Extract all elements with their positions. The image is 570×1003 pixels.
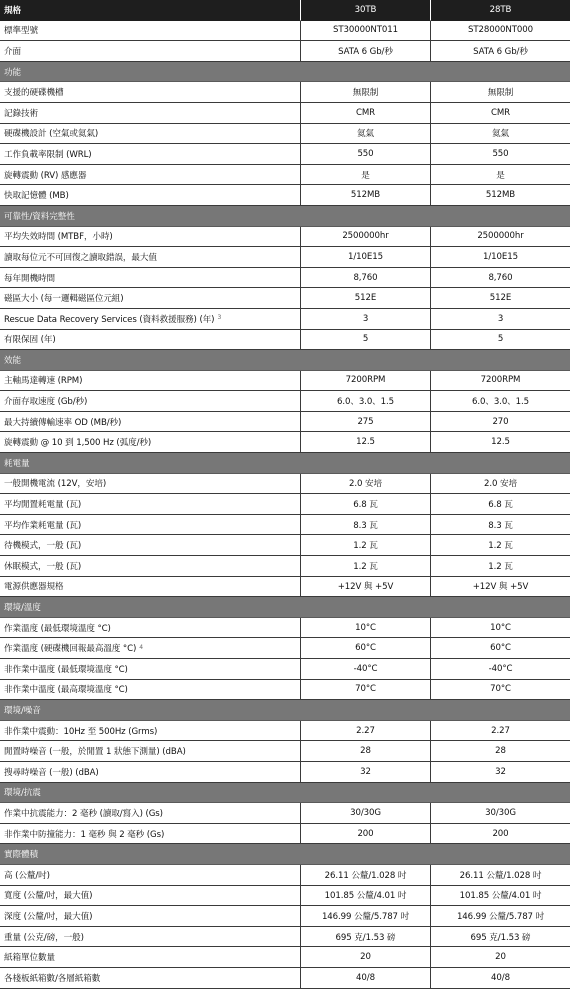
- cell-text: 工作負載率限制 (WRL): [4, 149, 92, 160]
- cell-text: 磁區大小 (每一邏輯磁區位元組): [4, 294, 124, 305]
- cell-text: 非作業中防撞能力：1 毫秒 與 2 毫秒 (Gs): [4, 829, 165, 840]
- spec-label: [0, 556, 301, 577]
- value-30tb: [301, 82, 431, 103]
- table-row: [0, 680, 570, 701]
- cell-text: SATA 6 Gb/秒: [473, 46, 528, 57]
- cell-text: 1.2 瓦: [353, 561, 378, 572]
- value-30tb: [301, 886, 431, 907]
- cell-text: 有限保固 (年): [4, 335, 56, 346]
- value-28tb: [431, 968, 570, 989]
- cell-text: -40°C: [353, 663, 378, 674]
- table-header: [0, 0, 570, 21]
- value-30tb: [301, 185, 431, 206]
- section-header: [0, 453, 570, 474]
- value-28tb: [431, 474, 570, 495]
- cell-text: 40/8: [491, 972, 510, 983]
- value-28tb: [431, 927, 570, 948]
- value-28tb: [431, 556, 570, 577]
- spec-label: [0, 577, 301, 598]
- value-28tb: [431, 803, 570, 824]
- cell-text: 146.99 公釐/5.787 吋: [456, 911, 545, 922]
- cell-text: 101.85 公釐/4.01 吋: [459, 891, 542, 902]
- cell-text: 2.27: [356, 725, 375, 736]
- value-28tb: [431, 865, 570, 886]
- cell-text: 32: [360, 766, 371, 777]
- cell-text: 最大持續傳輸速率 OD (MB/秒): [4, 417, 122, 428]
- value-28tb: [431, 515, 570, 536]
- cell-text: 3: [497, 313, 504, 324]
- cell-text: 重量 (公克/磅，一般): [4, 932, 84, 943]
- cell-text: 10°C: [355, 622, 376, 633]
- table-row: [0, 968, 570, 989]
- cell-text: 主軸馬達轉速 (RPM): [4, 376, 83, 387]
- cell-text: 26.11 公釐/1.028 吋: [324, 870, 407, 881]
- table-row: [0, 432, 570, 453]
- cell-text: Rescue Data Recovery Services (資料救援服務) (年): [4, 314, 215, 325]
- cell-text: 非作業中震動：10Hz 至 500Hz (Grms): [4, 726, 158, 737]
- value-30tb: [301, 535, 431, 556]
- spec-label: [0, 618, 301, 639]
- table-row: [0, 803, 570, 824]
- spec-label: [0, 824, 301, 845]
- value-28tb: [431, 577, 570, 598]
- spec-label: [0, 865, 301, 886]
- section-label: 環境/噪音: [0, 700, 570, 721]
- value-30tb: [301, 124, 431, 145]
- spec-label: [0, 288, 301, 309]
- spec-label: [0, 432, 301, 453]
- spec-label: [0, 41, 301, 62]
- spec-label: [0, 330, 301, 351]
- cell-text: 讀取每位元不可回復之讀取錯誤，最大值: [4, 252, 157, 263]
- cell-text: 70°C: [490, 684, 511, 695]
- cell-text: 60°C: [490, 643, 511, 654]
- cell-text: 一般開機電流 (12V，安培): [4, 479, 107, 490]
- cell-text: 5: [362, 334, 369, 345]
- cell-text: 30/30G: [485, 807, 516, 818]
- cell-text: 10°C: [490, 622, 511, 633]
- cell-text: 6.0、3.0、1.5: [336, 397, 395, 408]
- spec-label: [0, 391, 301, 412]
- section-label: 可靠性/資料完整性: [0, 206, 570, 227]
- spec-label: [0, 185, 301, 206]
- value-30tb: [301, 947, 431, 968]
- spec-label: [0, 638, 301, 659]
- value-30tb: [301, 906, 431, 927]
- spec-label: [0, 21, 301, 42]
- table-row: [0, 41, 570, 62]
- cell-text: CMR: [355, 107, 376, 118]
- spec-label: [0, 412, 301, 433]
- spec-label: [0, 247, 301, 268]
- cell-text: 7200RPM: [345, 375, 386, 386]
- table-row: [0, 721, 570, 742]
- spec-label: [0, 227, 301, 248]
- cell-text: 8,760: [353, 272, 378, 283]
- value-28tb: [431, 680, 570, 701]
- header-spec: 規格: [0, 0, 301, 21]
- section-label: 效能: [0, 350, 570, 371]
- spec-label: [0, 144, 301, 165]
- value-28tb: [431, 371, 570, 392]
- value-30tb: [301, 474, 431, 495]
- table-row: [0, 144, 570, 165]
- cell-text: 6.8 瓦: [488, 500, 513, 511]
- cell-text: 6.8 瓦: [353, 500, 378, 511]
- table-row: [0, 268, 570, 289]
- cell-text: 非作業中溫度 (最高環境溫度 °C): [4, 685, 128, 696]
- value-28tb: [431, 82, 570, 103]
- spec-label: [0, 165, 301, 186]
- spec-label: [0, 762, 301, 783]
- table-row: [0, 391, 570, 412]
- cell-text: +12V 與 +5V: [337, 582, 394, 593]
- cell-text: 3: [362, 313, 369, 324]
- value-28tb: [431, 391, 570, 412]
- cell-text: 作業溫度 (最低環境溫度 °C): [4, 623, 111, 634]
- section-header: [0, 783, 570, 804]
- cell-text: -40°C: [488, 663, 513, 674]
- cell-text: 695 克/1.53 磅: [470, 932, 531, 943]
- value-28tb: [431, 659, 570, 680]
- cell-text: +12V 與 +5V: [472, 582, 529, 593]
- table-body: [0, 21, 570, 989]
- cell-text: 30/30G: [350, 807, 381, 818]
- section-header: [0, 844, 570, 865]
- cell-text: 512MB: [350, 190, 381, 201]
- table-row: [0, 474, 570, 495]
- cell-text: 200: [357, 828, 374, 839]
- value-30tb: [301, 432, 431, 453]
- section-label: 環境/溫度: [0, 597, 570, 618]
- value-30tb: [301, 268, 431, 289]
- spec-label: [0, 309, 301, 330]
- spec-label: [0, 741, 301, 762]
- cell-text: 28: [495, 746, 506, 757]
- cell-text: 146.99 公釐/5.787 吋: [321, 911, 410, 922]
- cell-text: 搜尋時噪音 (一般) (dBA): [4, 767, 99, 778]
- cell-text: 每年開機時間: [4, 273, 55, 284]
- value-28tb: [431, 432, 570, 453]
- spec-label: [0, 927, 301, 948]
- value-30tb: [301, 741, 431, 762]
- table-row: [0, 577, 570, 598]
- cell-text: 2500000hr: [477, 231, 524, 242]
- table-row: [0, 741, 570, 762]
- cell-text: 旋轉震動 @ 10 到 1,500 Hz (弧度/秒): [4, 438, 152, 449]
- value-28tb: [431, 947, 570, 968]
- section-header: [0, 700, 570, 721]
- section-label: 耗電量: [0, 453, 570, 474]
- table-row: [0, 82, 570, 103]
- value-30tb: [301, 762, 431, 783]
- cell-text: ST28000NT000: [468, 25, 533, 36]
- table-row: [0, 309, 570, 330]
- cell-text: 60°C: [355, 643, 376, 654]
- value-30tb: [301, 330, 431, 351]
- cell-text: 介面存取速度 (Gb/秒): [4, 397, 88, 408]
- value-30tb: [301, 577, 431, 598]
- table-row: [0, 165, 570, 186]
- cell-text: 介面: [4, 46, 21, 57]
- value-30tb: [301, 680, 431, 701]
- value-28tb: [431, 227, 570, 248]
- value-28tb: [431, 21, 570, 42]
- value-30tb: [301, 309, 431, 330]
- cell-text: 支援的硬碟機槽: [4, 88, 64, 99]
- spec-label: [0, 886, 301, 907]
- table-row: [0, 288, 570, 309]
- cell-text: 40/8: [356, 972, 375, 983]
- table-row: [0, 638, 570, 659]
- table-row: [0, 886, 570, 907]
- cell-text: 閒置時噪音 (一般，於閒置 1 狀態下測量) (dBA): [4, 747, 186, 758]
- value-28tb: [431, 638, 570, 659]
- value-30tb: [301, 247, 431, 268]
- value-28tb: [431, 247, 570, 268]
- value-28tb: [431, 494, 570, 515]
- footnote-marker: 3: [217, 314, 222, 322]
- spec-label: [0, 494, 301, 515]
- cell-text: 32: [495, 766, 506, 777]
- table-row: [0, 618, 570, 639]
- value-28tb: [431, 288, 570, 309]
- cell-text: 70°C: [355, 684, 376, 695]
- section-header: [0, 350, 570, 371]
- spec-label: [0, 906, 301, 927]
- cell-text: 2500000hr: [342, 231, 389, 242]
- table-row: [0, 227, 570, 248]
- value-30tb: [301, 412, 431, 433]
- cell-text: 2.0 安培: [349, 479, 382, 490]
- cell-text: 1/10E15: [348, 251, 383, 262]
- section-label: 實際體積: [0, 844, 570, 865]
- value-28tb: [431, 41, 570, 62]
- cell-text: 深度 (公釐/吋，最大值): [4, 911, 93, 922]
- value-30tb: [301, 556, 431, 577]
- table-row: [0, 556, 570, 577]
- table-row: [0, 103, 570, 124]
- cell-text: 8,760: [488, 272, 513, 283]
- section-header: [0, 206, 570, 227]
- value-30tb: [301, 41, 431, 62]
- value-30tb: [301, 371, 431, 392]
- cell-text: 無限制: [352, 88, 379, 99]
- cell-text: 12.5: [356, 437, 375, 448]
- section-header: [0, 62, 570, 83]
- cell-text: 695 克/1.53 磅: [335, 932, 396, 943]
- value-28tb: [431, 762, 570, 783]
- cell-text: 紙箱單位數量: [4, 953, 55, 964]
- cell-text: 512MB: [485, 190, 516, 201]
- value-28tb: [431, 412, 570, 433]
- cell-text: 26.11 公釐/1.028 吋: [459, 870, 542, 881]
- value-28tb: [431, 185, 570, 206]
- value-28tb: [431, 124, 570, 145]
- table-row: [0, 659, 570, 680]
- value-30tb: [301, 21, 431, 42]
- section-label: 功能: [0, 62, 570, 83]
- spec-label: [0, 515, 301, 536]
- cell-text: 6.0、3.0、1.5: [471, 397, 530, 408]
- value-28tb: [431, 535, 570, 556]
- spec-label: [0, 103, 301, 124]
- cell-text: 無限制: [487, 88, 514, 99]
- spec-label: [0, 968, 301, 989]
- cell-text: 7200RPM: [480, 375, 521, 386]
- spec-label: [0, 268, 301, 289]
- value-30tb: [301, 721, 431, 742]
- cell-text: 平均失效時間 (MTBF，小時): [4, 232, 113, 243]
- cell-text: 275: [357, 416, 374, 427]
- cell-text: 非作業中溫度 (最低環境溫度 °C): [4, 664, 128, 675]
- cell-text: 休眠模式，一般 (瓦): [4, 561, 82, 572]
- cell-text: 200: [492, 828, 509, 839]
- table-row: [0, 865, 570, 886]
- value-28tb: [431, 330, 570, 351]
- cell-text: 1.2 瓦: [353, 541, 378, 552]
- value-28tb: [431, 741, 570, 762]
- value-30tb: [301, 927, 431, 948]
- cell-text: 氦氣: [357, 129, 374, 140]
- cell-text: 快取記憶體 (MB): [4, 191, 69, 202]
- footnote-marker: 4: [139, 643, 144, 651]
- cell-text: 氦氣: [492, 129, 509, 140]
- cell-text: 8.3 瓦: [353, 520, 378, 531]
- header-30tb: 30TB: [301, 0, 431, 21]
- spec-label: [0, 535, 301, 556]
- table-row: [0, 906, 570, 927]
- cell-text: 2.0 安培: [484, 479, 517, 490]
- cell-text: 平均閒置耗電量 (瓦): [4, 500, 82, 511]
- spec-label: [0, 371, 301, 392]
- value-30tb: [301, 968, 431, 989]
- cell-text: 270: [492, 416, 509, 427]
- table-row: [0, 494, 570, 515]
- spec-label: [0, 474, 301, 495]
- cell-text: 作業溫度 (硬碟機回報最高溫度 °C): [4, 644, 137, 655]
- value-28tb: [431, 618, 570, 639]
- table-row: [0, 124, 570, 145]
- value-28tb: [431, 824, 570, 845]
- table-row: [0, 535, 570, 556]
- table-row: [0, 185, 570, 206]
- cell-text: ST30000NT011: [333, 25, 398, 36]
- value-30tb: [301, 659, 431, 680]
- cell-text: 標準型號: [4, 26, 38, 37]
- cell-text: 作業中抗震能力：2 毫秒 (讀取/寫入) (Gs): [4, 808, 163, 819]
- value-30tb: [301, 165, 431, 186]
- cell-text: 高 (公釐/吋): [4, 870, 50, 881]
- header-28tb: 28TB: [431, 0, 570, 21]
- table-row: [0, 412, 570, 433]
- table-row: [0, 947, 570, 968]
- cell-text: 20: [495, 952, 506, 963]
- cell-text: 12.5: [491, 437, 510, 448]
- cell-text: CMR: [490, 107, 511, 118]
- table-row: [0, 247, 570, 268]
- value-30tb: [301, 103, 431, 124]
- cell-text: 1/10E15: [483, 251, 518, 262]
- value-30tb: [301, 824, 431, 845]
- value-30tb: [301, 515, 431, 536]
- value-30tb: [301, 227, 431, 248]
- cell-text: 硬碟機設計 (空氣或氦氣): [4, 129, 99, 140]
- table-row: [0, 371, 570, 392]
- cell-text: SATA 6 Gb/秒: [338, 46, 393, 57]
- value-28tb: [431, 721, 570, 742]
- value-30tb: [301, 803, 431, 824]
- value-30tb: [301, 144, 431, 165]
- spec-label: [0, 803, 301, 824]
- table-row: [0, 927, 570, 948]
- cell-text: 是: [496, 170, 505, 181]
- cell-text: 512E: [354, 293, 377, 304]
- cell-text: 1.2 瓦: [488, 561, 513, 572]
- cell-text: 電源供應器規格: [4, 582, 64, 593]
- cell-text: 是: [361, 170, 370, 181]
- cell-text: 8.3 瓦: [488, 520, 513, 531]
- value-30tb: [301, 618, 431, 639]
- cell-text: 5: [497, 334, 504, 345]
- table-row: [0, 330, 570, 351]
- value-30tb: [301, 865, 431, 886]
- cell-text: 寬度 (公釐/吋，最大值): [4, 891, 93, 902]
- table-row: [0, 21, 570, 42]
- section-header: [0, 597, 570, 618]
- table-row: [0, 824, 570, 845]
- value-30tb: [301, 494, 431, 515]
- table-row: [0, 762, 570, 783]
- cell-text: 2.27: [491, 725, 510, 736]
- value-28tb: [431, 103, 570, 124]
- cell-text: 各棧板紙箱數/各層紙箱數: [4, 973, 101, 984]
- value-28tb: [431, 309, 570, 330]
- spec-label: [0, 947, 301, 968]
- cell-text: 旋轉震動 (RV) 感應器: [4, 170, 87, 181]
- value-28tb: [431, 268, 570, 289]
- cell-text: 記錄技術: [4, 108, 38, 119]
- cell-text: 512E: [489, 293, 512, 304]
- spec-label: [0, 124, 301, 145]
- value-28tb: [431, 906, 570, 927]
- spec-label: [0, 659, 301, 680]
- value-28tb: [431, 886, 570, 907]
- cell-text: 101.85 公釐/4.01 吋: [324, 891, 407, 902]
- value-28tb: [431, 144, 570, 165]
- cell-text: 550: [492, 148, 509, 159]
- value-30tb: [301, 391, 431, 412]
- cell-text: 待機模式，一般 (瓦): [4, 541, 82, 552]
- section-label: 環境/抗震: [0, 783, 570, 804]
- cell-text: 28: [360, 746, 371, 757]
- cell-text: 550: [357, 148, 374, 159]
- cell-text: 平均作業耗電量 (瓦): [4, 520, 82, 531]
- value-28tb: [431, 165, 570, 186]
- cell-text: 20: [360, 952, 371, 963]
- spec-label: [0, 721, 301, 742]
- table-row: [0, 515, 570, 536]
- spec-label: [0, 82, 301, 103]
- spec-label: [0, 680, 301, 701]
- cell-text: 1.2 瓦: [488, 541, 513, 552]
- value-30tb: [301, 638, 431, 659]
- value-30tb: [301, 288, 431, 309]
